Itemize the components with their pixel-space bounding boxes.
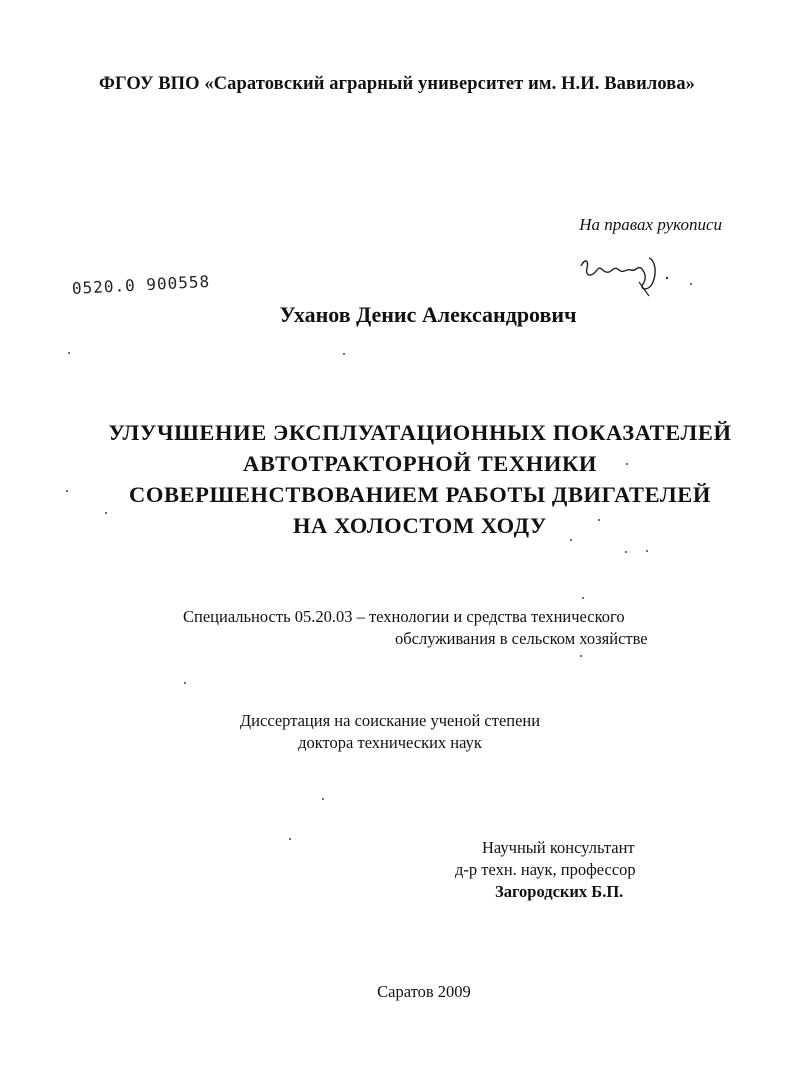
consultant-degree: д-р техн. наук, профессор [455,860,636,879]
consultant-role: Научный консультант [482,838,635,857]
author-name: Уханов Денис Александрович [279,302,577,327]
degree-line: доктора технических наук [298,733,482,752]
scan-speck [343,353,345,355]
scan-speck [598,519,600,521]
scan-speck [66,490,68,492]
specialty-line: Специальность 05.20.03 – технологии и средства технического [183,607,625,626]
scan-speck [690,283,692,285]
scan-speck [626,463,628,465]
consultant-name: Загородских Б.П. [495,882,624,901]
scan-speck [646,550,648,552]
degree-line: Диссертация на соискание ученой степени [239,711,541,730]
title-line: АВТОТРАКТОРНОЙ ТЕХНИКИ [243,451,597,476]
registration-stamp-number: 0520.0 900558 [71,271,211,298]
title-line: НА ХОЛОСТОМ ХОДУ [292,513,548,538]
author-signature [575,252,685,300]
specialty-block [183,606,648,650]
scan-speck [580,655,582,657]
scan-speck [570,539,572,541]
institution-name: ФГОУ ВПО «Саратовский аграрный университет им. Н.И. Вавилова» [98,74,696,94]
scientific-consultant-block [455,837,636,903]
scan-speck [184,682,186,684]
city-year: Саратов 2009 [377,982,471,1001]
specialty-line: обслуживания в сельском хозяйстве [395,629,648,648]
manuscript-rights-note: На правах рукописи [579,215,722,234]
dissertation-title [80,417,760,541]
degree-block [0,710,780,754]
title-line: СОВЕРШЕНСТВОВАНИЕМ РАБОТЫ ДВИГАТЕЛЕЙ [129,482,711,507]
scan-speck [68,352,70,354]
scan-speck [582,597,584,599]
scan-speck [289,838,291,840]
scan-speck [105,512,107,514]
title-line: УЛУЧШЕНИЕ ЭКСПЛУАТАЦИОННЫХ ПОКАЗАТЕЛЕЙ [108,420,732,445]
scan-speck [322,798,324,800]
scan-speck [625,551,627,553]
